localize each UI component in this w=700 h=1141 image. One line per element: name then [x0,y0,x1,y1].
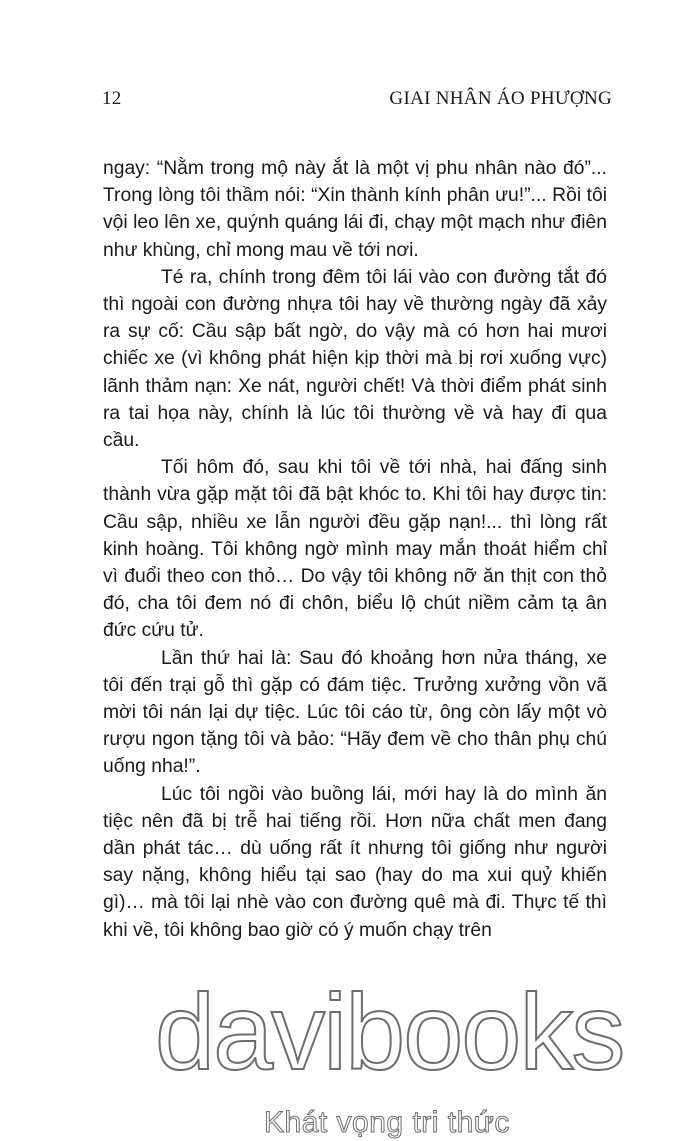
page-header [100,88,612,118]
watermark-brand: davibooks [155,971,624,1092]
paragraph-3: Tối hôm đó, sau khi tôi về tới nhà, hai đấng sinh thành vừa gặp mặt tôi đã bật khóc to. Khi tôi hay được tin: Cầu sập, nhiều xe lẫn người đều gặp nạn!... thì lòng rất kinh hoàng. Tôi không ngờ mình may mắn thoát hiểm chỉ vì đuổi theo con thỏ… Do vậy tôi không nỡ ăn thịt con thỏ đó, cha tôi đem nó đi chôn, biểu lộ chút niềm cảm tạ ân đức cứu tử. [103,457,607,642]
watermark-slogan: Khát vọng tri thức [264,1106,510,1139]
paragraph-2: Té ra, chính trong đêm tôi lái vào con đường tắt đó thì ngoài con đường nhựa tôi hay về thường ngày đã xảy ra sự cố: Cầu sập bất ngờ, do vậy mà có hơn hai mươi chiếc xe (vì không phát hiện kịp thời mà bị rơi xuống vực) lãnh thảm nạn: Xe nát, người chết! Và thời điểm phát sinh ra tai họa này, chính là lúc tôi thường về và hay đi qua cầu. [103,266,607,452]
paragraph-4: Lần thứ hai là: Sau đó khoảng hơn nửa tháng, xe tôi đến trại gỗ thì gặp có đám tiệc. Trưởng xưởng vồn vã mời tôi nán lại dự tiệc. Lúc tôi cáo từ, ông còn lấy một vò rượu ngon tặng tôi và bảo: “Hãy đem về cho thân phụ chú uống nha!”. [103,647,607,778]
page-body [103,155,607,944]
paragraph-5: Lúc tôi ngồi vào buồng lái, mới hay là do mình ăn tiệc nên đã bị trễ hai tiếng rồi. Hơn nữa chất men đang dần phát tác… dù uống rất ít nhưng tôi giống như người say nặng, không hiểu tại sao (hay do ma xui quỷ khiến gì)… mà tôi lại nhè vào con đường quê mà đi. Thực tế thì khi về, tôi không bao giờ có ý muốn chạy trên [103,783,607,941]
running-title: GIAI NHÂN ÁO PHƯỢNG [389,88,612,109]
paragraph-1: ngay: “Nằm trong mộ này ắt là một vị phu nhân nào đó”... Trong lòng tôi thầm nói: “Xin thành kính phân ưu!”... Rồi tôi vội leo lên xe, quýnh quáng lái đi, chạy một mạch như điên như khùng, chỉ mong mau về tới nơi. [103,158,607,261]
publisher-watermark [0,971,700,1141]
page-number: 12 [102,88,122,109]
